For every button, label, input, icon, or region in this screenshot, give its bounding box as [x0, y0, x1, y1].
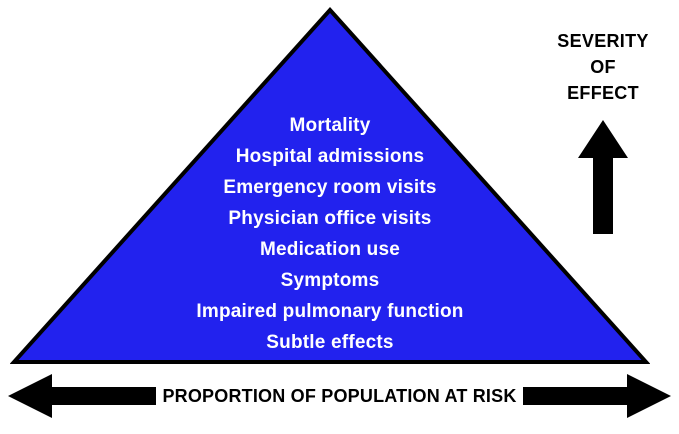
up-arrow-icon [541, 118, 665, 236]
population-axis-label: PROPORTION OF POPULATION AT RISK [156, 386, 522, 407]
pyramid-level-label: Hospital admissions [235, 146, 425, 167]
severity-label-line: SEVERITY [557, 31, 649, 51]
severity-label-line: EFFECT [567, 83, 639, 103]
severity-label-line: OF [590, 57, 616, 77]
pyramid-level-label: Physician office visits [228, 208, 432, 229]
pyramid-level-label: Impaired pulmonary function [196, 301, 464, 322]
pyramid-level-label: Mortality [289, 115, 371, 136]
population-axis-annotation [0, 368, 679, 424]
pyramid-level-label: Subtle effects [266, 332, 394, 353]
pyramid-level-label: Medication use [259, 239, 401, 260]
pyramid-level-label: Emergency room visits [223, 177, 437, 198]
severity-axis-annotation [541, 28, 665, 236]
pyramid-level-label: Symptoms [280, 270, 380, 291]
